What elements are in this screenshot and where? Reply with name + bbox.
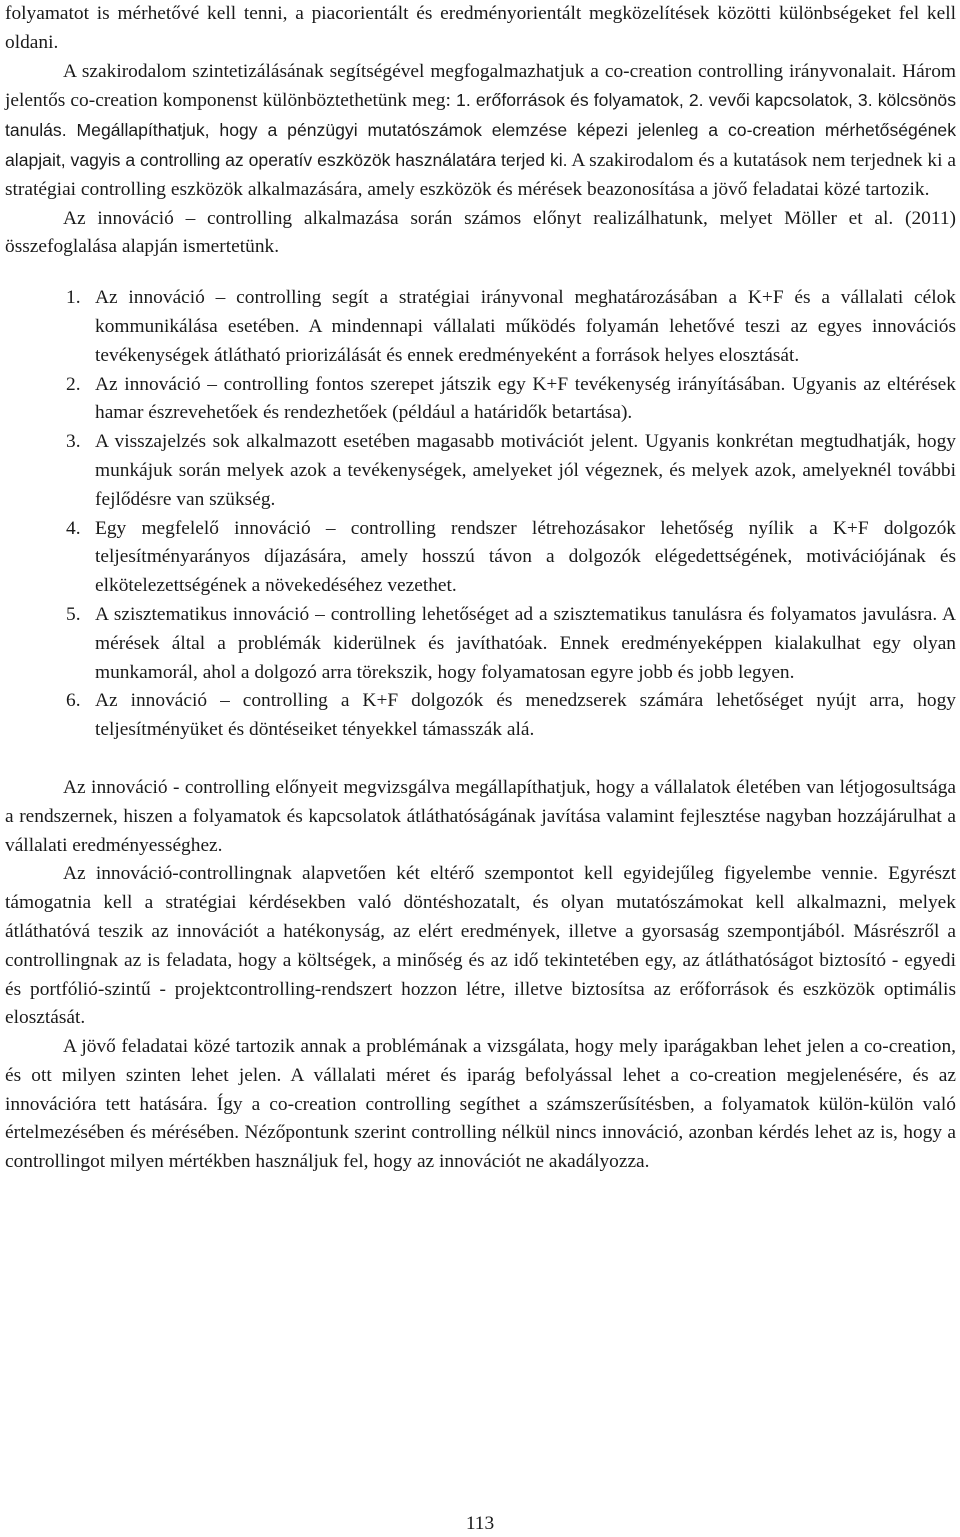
list-item-text: A szisztematikus innováció – controlling lehetőséget ad a szisztematikus tanulásra és folyamatos javulásra. A mérések által a problémák kiderülnek és javíthatóak. Ennek eredményeképpen kialakulhat egy olyan munkamorál, ahol a dolgozó arra törekszik, hogy folyamatosan egyre jobb és jobb legyen. <box>95 603 956 683</box>
list-item-text: Az innováció – controlling a K+F dolgozók és menedzserek számára lehetőséget nyújt arra, hogy teljesítményüket és döntéseiket tényekkel támasszák alá. <box>95 690 956 741</box>
text-run-serif: A szakirodalom szintetizálásának segítségével megfogalmazhatjuk a co-creation controlling irányvonalait. Három jelentős co-creation komponenst különböztethetünk meg: <box>5 60 956 112</box>
list-item <box>66 428 956 514</box>
list-item <box>66 601 956 687</box>
page-number: 113 <box>465 1513 495 1534</box>
list-item <box>66 284 956 370</box>
paragraph-two-aspects: Az innováció-controllingnak alapvetően két eltérő szempontot kell egyidejűleg figyelembe vennie. Egyrészt támogatnia kell a stratégiai kérdésekben való döntéshozatalt, és olyan mutatószámokat kell alkalmazni, melyek átláthatóvá teszik az innovációt a hatékonyság, az elért eredmények, illetve a gyorsaság szempontjából. Másrészről a controllingnak az is feladata, hogy a költségek, a minőség és az idő tekintetében egy, az átláthatóságot biztosító - egyedi és portfólió-szintű - projektcontrolling-rendszert hozzon létre, illetve biztosítsa az erőforrások és eszközök optimális elosztását. <box>5 863 956 1029</box>
list-number: 6. <box>66 690 81 712</box>
list-number: 5. <box>66 603 81 625</box>
list-item-text: Egy megfelelő innováció – controlling rendszer létrehozásakor lehetőség nyílik a K+F dolgozók teljesítményarányos díjazására, amely hosszú távon a dolgozók elégedettségének, motivációjának és elkötelezettségének a növekedéséhez vezethet. <box>95 517 956 597</box>
paragraph-conclusion: Az innováció - controlling előnyeit megvizsgálva megállapíthatjuk, hogy a vállalatok életében van létjogosultsága a rendszernek, hiszen a folyamatok és kapcsolatok átláthatóságának javítása valamint fejlesztése nagyban hozzájárulhat a vállalati eredményességhez. <box>5 776 956 856</box>
advantages-list <box>5 284 956 745</box>
list-number: 3. <box>66 431 81 453</box>
list-item <box>66 515 956 601</box>
list-number: 2. <box>66 373 81 395</box>
list-item <box>66 687 956 745</box>
conclusion-section <box>5 774 956 1177</box>
document-page <box>5 0 956 1177</box>
text-run-sans: 1. erőforrások és folyamatok, 2. vevői kapcsolatok, 3. kölcsönös tanulás. Megállapíthatjuk, hogy a pénzügyi mutatószámok elemzése képezi jelenleg a co-creation mérhetőségének alapjait, vagyis a controlling az operatív eszközök használatára terjed ki. <box>5 90 956 170</box>
paragraph-future-tasks: A jövő feladatai közé tartozik annak a problémának a vizsgálata, hogy mely iparágakban lehet jelen a co-creation, és ott milyen szinten lehet jelen. A vállalati méret és iparág befolyással lehet a co-creation megjelenésére, és az innovációra tett hatására. Így a co-creation controlling segíthet a számszerűsítésben, a folyamatok külön-külön való értelmezésében és mérésében. Nézőpontunk szerint controlling nélkül nincs innováció, azonban kérdés lehet az is, hogy a controllingot milyen mértékben használjuk fel, hogy az innovációt ne akadályozza. <box>5 1036 956 1173</box>
list-item-text: A visszajelzés sok alkalmazott esetében magasabb motivációt jelent. Ugyanis konkrétan megtudhatják, hogy munkájuk során melyek azok a tevékenységek, amelyeket jól végeznek, és melyek azok, amelyeknél további fejlődésre van szükség. <box>95 431 956 510</box>
list-item-text: Az innováció – controlling fontos szerepet játszik egy K+F tevékenység irányításában. Ugyanis az eltérések hamar észrevehetőek és rendezhetőek (például a határidők betartása). <box>95 373 956 424</box>
paragraph-advantages-intro: Az innováció – controlling alkalmazása során számos előnyt realizálhatunk, melyet Möller et al. (2011) összefoglalása alapján ismertetünk. <box>5 207 956 258</box>
list-number: 1. <box>66 287 81 309</box>
paragraph-continuation: folyamatot is mérhetővé kell tenni, a piacorientált és eredményorientált megközelítések közötti különbségeket fel kell oldani. <box>5 3 956 53</box>
paragraph-co-creation-components <box>5 58 956 205</box>
list-number: 4. <box>66 517 81 539</box>
list-item-text: Az innováció – controlling segít a stratégiai irányvonal meghatározásában a K+F és a vállalati célok kommunikálása esetében. A mindennapi vállalati működés folyamán lehetővé teszi az egyes innovációs tevékenységek átlátható priorizálását és ennek eredményeként a források helyes elosztását. <box>95 287 956 366</box>
text-run-serif: A szakirodalom és a kutatások nem terjednek ki a stratégiai controlling eszközök alkalmazására, amely eszközök és mérések beazonosítása a jövő feladatai közé tartozik. <box>5 149 956 200</box>
list-item <box>66 371 956 429</box>
